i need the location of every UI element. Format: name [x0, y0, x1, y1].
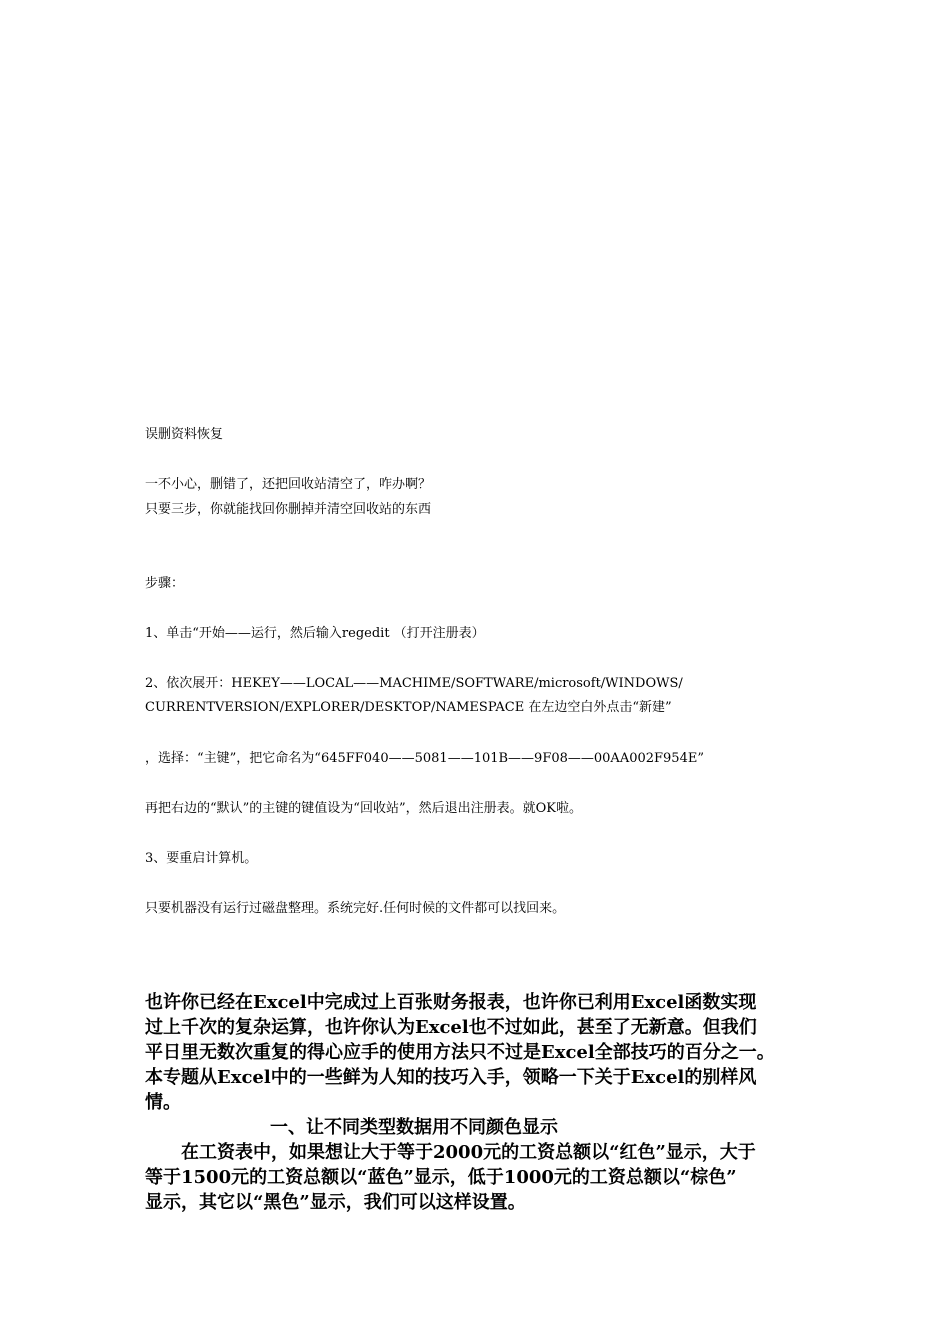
step-2-line-2: CURRENTVERSION/EXPLORER/DESKTOP/NAMESPACE 在左边空白外点击“新建” [145, 700, 672, 715]
step-2-line-1: 2、依次展开：HEKEY——LOCAL——MACHIME/SOFTWARE/microsoft/WINDOWS/ [145, 676, 683, 691]
section-body-line: 在工资表中，如果想让大于等于2000元的工资总额以“红色”显示，大于 [181, 1142, 756, 1163]
excel-intro-line: 本专题从Excel中的一些鲜为人知的技巧入手，领略一下关于Excel的别样风 [145, 1067, 757, 1088]
steps-label: 步骤： [145, 576, 185, 591]
excel-intro-line: 情。 [145, 1092, 181, 1113]
excel-intro-paragraph [145, 990, 815, 1115]
section-body [145, 1140, 815, 1215]
step-2-line-4: 再把右边的“默认”的主键的键值设为“回收站”，然后退出注册表。就OK啦。 [145, 801, 582, 816]
step-1: 1、单击“开始——运行，然后输入regedit （打开注册表） [145, 626, 485, 641]
step-3: 3、要重启计算机。 [145, 851, 258, 866]
closing-note: 只要机器没有运行过磁盘整理。系统完好.任何时候的文件都可以找回来。 [145, 901, 566, 916]
doc-title: 误删资料恢复 [145, 427, 224, 442]
section-heading: 一、让不同类型数据用不同颜色显示 [270, 1117, 558, 1138]
section-body-line: 等于1500元的工资总额以“蓝色”显示，低于1000元的工资总额以“棕色” [145, 1167, 737, 1188]
intro-line-1: 一不小心，删错了，还把回收站清空了，咋办啊？ [145, 477, 432, 492]
excel-intro-line: 也许你已经在Excel中完成过上百张财务报表，也许你已利用Excel函数实现 [145, 992, 757, 1013]
excel-intro-line: 平日里无数次重复的得心应手的使用方法只不过是Excel全部技巧的百分之一。 [145, 1042, 775, 1063]
excel-intro-line: 过上千次的复杂运算，也许你认为Excel也不过如此，甚至了无新意。但我们 [145, 1017, 757, 1038]
section-body-line: 显示，其它以“黑色”显示，我们可以这样设置。 [145, 1192, 526, 1213]
step-2-line-3: ，选择：“主键”，把它命名为“645FF040——5081——101B——9F08——00AA002F954E” [145, 751, 704, 766]
intro-line-2: 只要三步，你就能找回你删掉并清空回收站的东西 [145, 502, 432, 517]
